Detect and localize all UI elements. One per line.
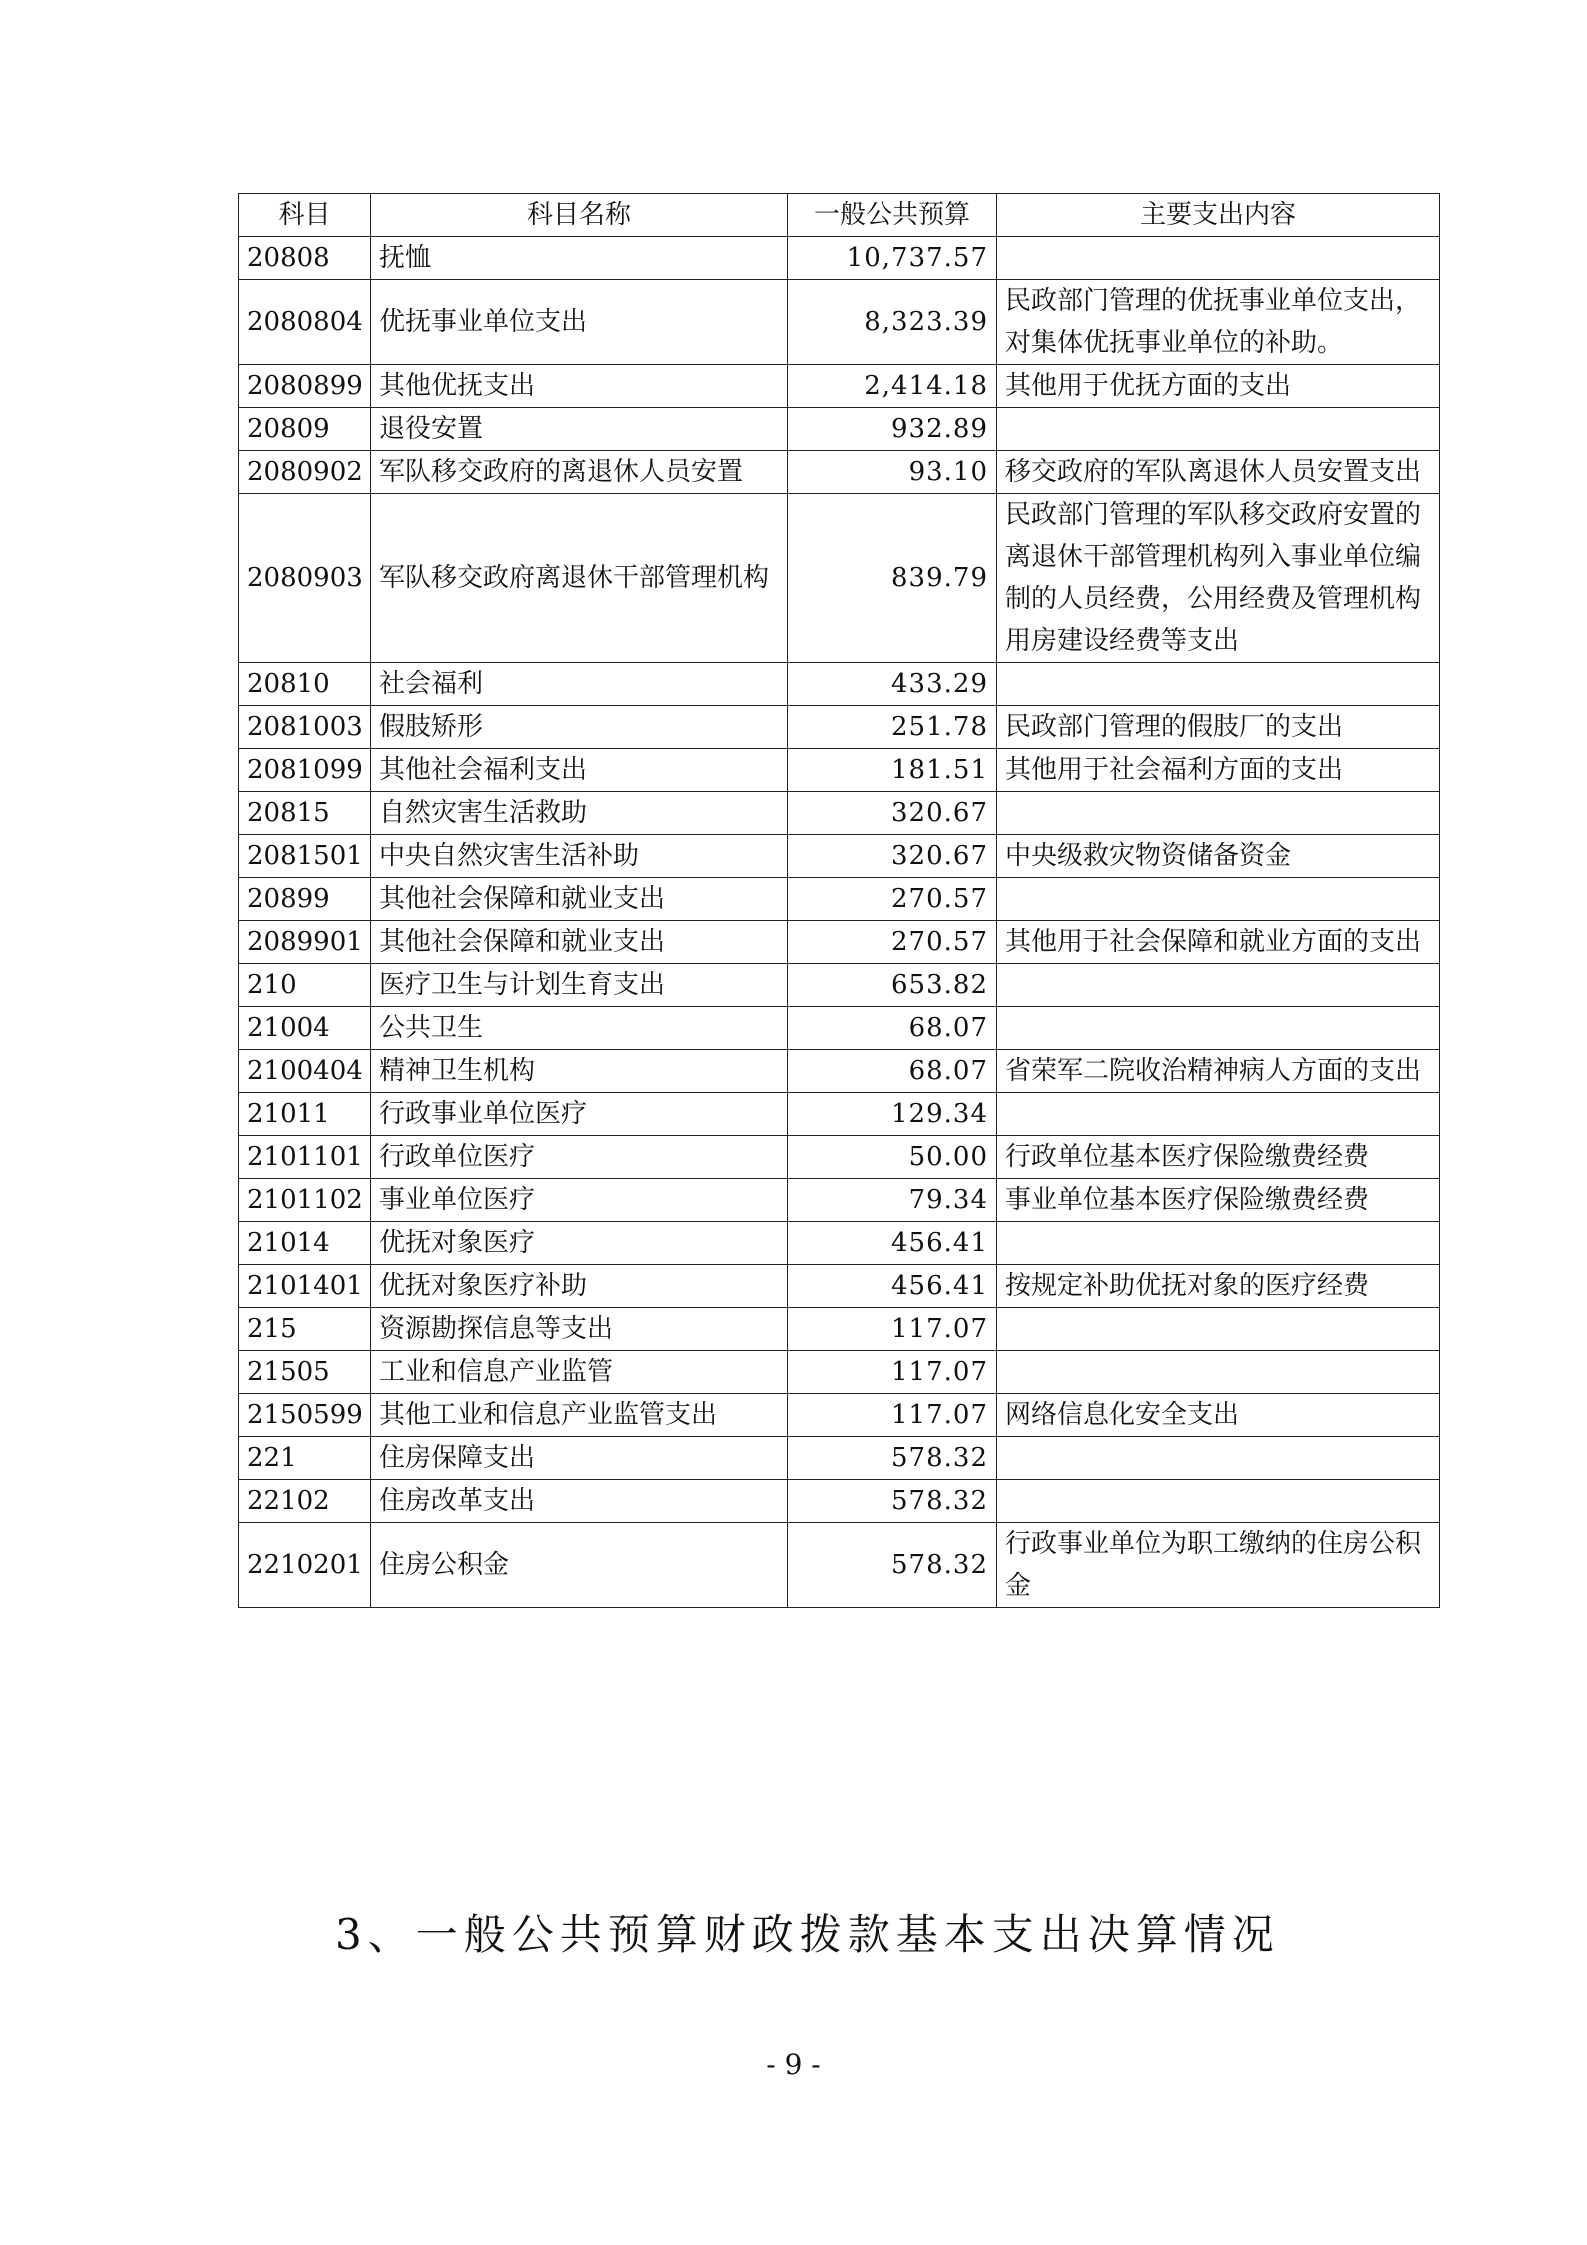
row-name: 行政事业单位医疗 xyxy=(371,1093,788,1136)
row-name: 中央自然灾害生活补助 xyxy=(371,835,788,878)
table-row xyxy=(239,1523,1440,1608)
row-code: 2080903 xyxy=(239,494,371,663)
row-name: 抚恤 xyxy=(371,237,788,280)
row-description: 中央级救灾物资储备资金 xyxy=(997,835,1440,878)
table-row xyxy=(239,451,1440,494)
row-description: 省荣军二院收治精神病人方面的支出 xyxy=(997,1050,1440,1093)
row-amount: 839.79 xyxy=(788,494,997,663)
table-header-row xyxy=(239,194,1440,237)
row-description xyxy=(997,1007,1440,1050)
header-description: 主要支出内容 xyxy=(997,194,1440,237)
row-amount: 270.57 xyxy=(788,921,997,964)
page-number: - 9 - xyxy=(766,2048,821,2081)
table-row xyxy=(239,1351,1440,1394)
row-code: 21011 xyxy=(239,1093,371,1136)
row-code: 2150599 xyxy=(239,1394,371,1437)
row-amount: 456.41 xyxy=(788,1222,997,1265)
row-name: 假肢矫形 xyxy=(371,706,788,749)
row-amount: 578.32 xyxy=(788,1523,997,1608)
row-description xyxy=(997,878,1440,921)
row-description: 民政部门管理的假肢厂的支出 xyxy=(997,706,1440,749)
row-code: 21004 xyxy=(239,1007,371,1050)
row-code: 2081501 xyxy=(239,835,371,878)
row-amount: 8,323.39 xyxy=(788,280,997,365)
row-code: 215 xyxy=(239,1308,371,1351)
table-row xyxy=(239,878,1440,921)
row-description xyxy=(997,1222,1440,1265)
row-name: 其他优抚支出 xyxy=(371,365,788,408)
row-name: 优抚对象医疗 xyxy=(371,1222,788,1265)
row-description xyxy=(997,1351,1440,1394)
row-description xyxy=(997,964,1440,1007)
table-row xyxy=(239,1265,1440,1308)
budget-table xyxy=(238,193,1440,1608)
table-row xyxy=(239,921,1440,964)
row-amount: 10,737.57 xyxy=(788,237,997,280)
row-name: 其他社会保障和就业支出 xyxy=(371,878,788,921)
row-description xyxy=(997,663,1440,706)
row-description: 事业单位基本医疗保险缴费经费 xyxy=(997,1179,1440,1222)
row-name: 优抚事业单位支出 xyxy=(371,280,788,365)
row-description xyxy=(997,1093,1440,1136)
row-code: 2210201 xyxy=(239,1523,371,1608)
row-description: 行政事业单位为职工缴纳的住房公积金 xyxy=(997,1523,1440,1608)
row-name: 住房改革支出 xyxy=(371,1480,788,1523)
row-code: 2101401 xyxy=(239,1265,371,1308)
row-code: 2100404 xyxy=(239,1050,371,1093)
row-amount: 117.07 xyxy=(788,1394,997,1437)
row-amount: 932.89 xyxy=(788,408,997,451)
row-description: 移交政府的军队离退休人员安置支出 xyxy=(997,451,1440,494)
table-row xyxy=(239,1394,1440,1437)
row-name: 社会福利 xyxy=(371,663,788,706)
row-amount: 50.00 xyxy=(788,1136,997,1179)
row-amount: 456.41 xyxy=(788,1265,997,1308)
row-name: 自然灾害生活救助 xyxy=(371,792,788,835)
table-row xyxy=(239,1050,1440,1093)
row-description xyxy=(997,1437,1440,1480)
table-row xyxy=(239,1093,1440,1136)
row-amount: 320.67 xyxy=(788,835,997,878)
table-row xyxy=(239,964,1440,1007)
row-code: 20815 xyxy=(239,792,371,835)
row-code: 2080899 xyxy=(239,365,371,408)
row-amount: 79.34 xyxy=(788,1179,997,1222)
row-name: 公共卫生 xyxy=(371,1007,788,1050)
row-amount: 129.34 xyxy=(788,1093,997,1136)
header-name: 科目名称 xyxy=(371,194,788,237)
table-body xyxy=(239,237,1440,1608)
table-row xyxy=(239,1179,1440,1222)
row-code: 221 xyxy=(239,1437,371,1480)
row-amount: 117.07 xyxy=(788,1351,997,1394)
row-name: 其他社会保障和就业支出 xyxy=(371,921,788,964)
row-description: 民政部门管理的优抚事业单位支出，对集体优抚事业单位的补助。 xyxy=(997,280,1440,365)
row-name: 其他社会福利支出 xyxy=(371,749,788,792)
row-code: 210 xyxy=(239,964,371,1007)
row-code: 21505 xyxy=(239,1351,371,1394)
row-amount: 433.29 xyxy=(788,663,997,706)
header-amount: 一般公共预算 xyxy=(788,194,997,237)
row-code: 20810 xyxy=(239,663,371,706)
row-name: 工业和信息产业监管 xyxy=(371,1351,788,1394)
row-amount: 68.07 xyxy=(788,1007,997,1050)
row-code: 2081003 xyxy=(239,706,371,749)
row-description: 网络信息化安全支出 xyxy=(997,1394,1440,1437)
row-description xyxy=(997,1308,1440,1351)
row-code: 2101102 xyxy=(239,1179,371,1222)
row-name: 医疗卫生与计划生育支出 xyxy=(371,964,788,1007)
row-code: 20899 xyxy=(239,878,371,921)
table-row xyxy=(239,835,1440,878)
row-name: 优抚对象医疗补助 xyxy=(371,1265,788,1308)
row-description xyxy=(997,237,1440,280)
row-code: 2081099 xyxy=(239,749,371,792)
row-name: 其他工业和信息产业监管支出 xyxy=(371,1394,788,1437)
row-code: 21014 xyxy=(239,1222,371,1265)
row-description: 其他用于优抚方面的支出 xyxy=(997,365,1440,408)
row-code: 2080902 xyxy=(239,451,371,494)
section-heading: 3、一般公共预算财政拨款基本支出决算情况 xyxy=(335,1910,1280,1959)
row-name: 退役安置 xyxy=(371,408,788,451)
row-amount: 251.78 xyxy=(788,706,997,749)
row-amount: 320.67 xyxy=(788,792,997,835)
row-name: 住房公积金 xyxy=(371,1523,788,1608)
row-name: 行政单位医疗 xyxy=(371,1136,788,1179)
row-name: 住房保障支出 xyxy=(371,1437,788,1480)
row-amount: 2,414.18 xyxy=(788,365,997,408)
row-code: 22102 xyxy=(239,1480,371,1523)
table-row xyxy=(239,749,1440,792)
table-row xyxy=(239,1480,1440,1523)
row-amount: 93.10 xyxy=(788,451,997,494)
table-row xyxy=(239,408,1440,451)
table-row xyxy=(239,663,1440,706)
row-description xyxy=(997,1480,1440,1523)
table-row xyxy=(239,1136,1440,1179)
table-row xyxy=(239,365,1440,408)
table-row xyxy=(239,1222,1440,1265)
row-amount: 68.07 xyxy=(788,1050,997,1093)
row-code: 2080804 xyxy=(239,280,371,365)
row-name: 军队移交政府离退休干部管理机构 xyxy=(371,494,788,663)
row-code: 20808 xyxy=(239,237,371,280)
row-description: 其他用于社会福利方面的支出 xyxy=(997,749,1440,792)
table-row xyxy=(239,237,1440,280)
row-description: 行政单位基本医疗保险缴费经费 xyxy=(997,1136,1440,1179)
header-code: 科目 xyxy=(239,194,371,237)
row-name: 军队移交政府的离退休人员安置 xyxy=(371,451,788,494)
row-amount: 181.51 xyxy=(788,749,997,792)
row-amount: 117.07 xyxy=(788,1308,997,1351)
table-row xyxy=(239,1007,1440,1050)
table-row xyxy=(239,494,1440,663)
row-amount: 578.32 xyxy=(788,1480,997,1523)
table-row xyxy=(239,1437,1440,1480)
row-description: 其他用于社会保障和就业方面的支出 xyxy=(997,921,1440,964)
table-row xyxy=(239,280,1440,365)
row-description: 按规定补助优抚对象的医疗经费 xyxy=(997,1265,1440,1308)
row-description xyxy=(997,408,1440,451)
table-row xyxy=(239,706,1440,749)
row-name: 精神卫生机构 xyxy=(371,1050,788,1093)
row-code: 2089901 xyxy=(239,921,371,964)
row-code: 2101101 xyxy=(239,1136,371,1179)
row-amount: 578.32 xyxy=(788,1437,997,1480)
row-description: 民政部门管理的军队移交政府安置的离退休干部管理机构列入事业单位编制的人员经费，公用经费及管理机构用房建设经费等支出 xyxy=(997,494,1440,663)
row-code: 20809 xyxy=(239,408,371,451)
row-amount: 653.82 xyxy=(788,964,997,1007)
table-row xyxy=(239,792,1440,835)
row-name: 事业单位医疗 xyxy=(371,1179,788,1222)
table-row xyxy=(239,1308,1440,1351)
row-name: 资源勘探信息等支出 xyxy=(371,1308,788,1351)
row-description xyxy=(997,792,1440,835)
row-amount: 270.57 xyxy=(788,878,997,921)
